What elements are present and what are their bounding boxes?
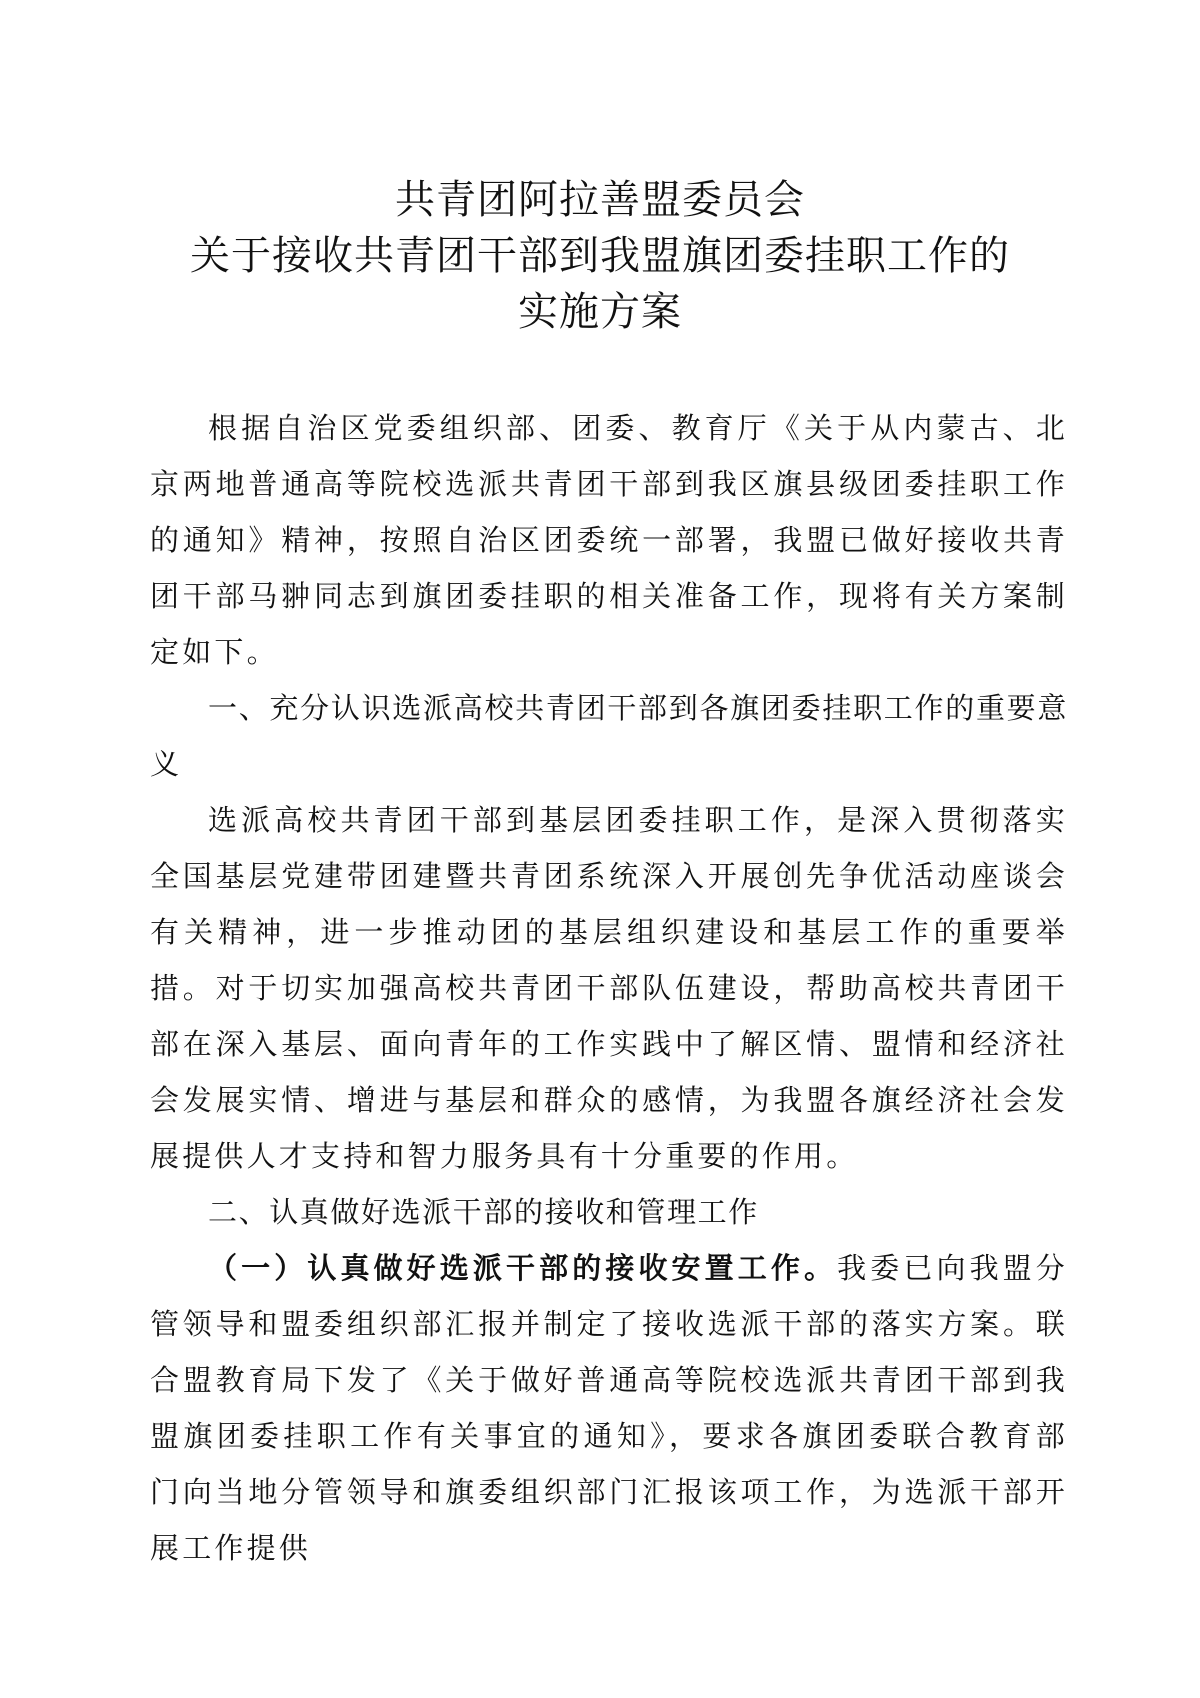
title-line-1: 共青团阿拉善盟委员会 [395,177,805,223]
subsection-1-lead: （一）认真做好选派干部的接收安置工作。 [208,1251,838,1285]
subsection-1-text: 我委已向我盟分管领导和盟委组织部汇报并制定了接收选派干部的落实方案。联合盟教育局下发了《关于做好普通高等院校选派共青团干部到我盟旗团委挂职工作有关事宜的通知》，要求各旗团委联合教育部门向当地分管领导和旗委组织部门汇报该项工作，为选派干部开展工作提供 [150,1251,1068,1565]
section-1-paragraph: 选派高校共青团干部到基层团委挂职工作，是深入贯彻落实全国基层党建带团建暨共青团系统深入开展创先争优活动座谈会有关精神，进一步推动团的基层组织建设和基层工作的重要举措。对于切实加强高校共青团干部队伍建设，帮助高校共青团干部在深入基层、面向青年的工作实践中了解区情、盟情和经济社会发展实情、增进与基层和群众的感情，为我盟各旗经济社会发展提供人才支持和智力服务具有十分重要的作用。 [150,803,1068,1173]
document-body [150,400,1068,1576]
section-1-heading: 一、充分认识选派高校共青团干部到各旗团委挂职工作的重要意义 [150,691,1068,781]
intro-paragraph: 根据自治区党委组织部、团委、教育厅《关于从内蒙古、北京两地普通高等院校选派共青团干部到我区旗县级团委挂职工作的通知》精神，按照自治区团委统一部署，我盟已做好接收共青团干部马翀同志到旗团委挂职的相关准备工作，现将有关方案制定如下。 [150,411,1068,669]
section-2-heading: 二、认真做好选派干部的接收和管理工作 [208,1195,759,1229]
title-line-3: 实施方案 [518,289,682,335]
document-title [150,172,1050,340]
subsection-1-paragraph [150,1240,1068,1576]
title-line-2: 关于接收共青团干部到我盟旗团委挂职工作的 [190,233,1010,279]
